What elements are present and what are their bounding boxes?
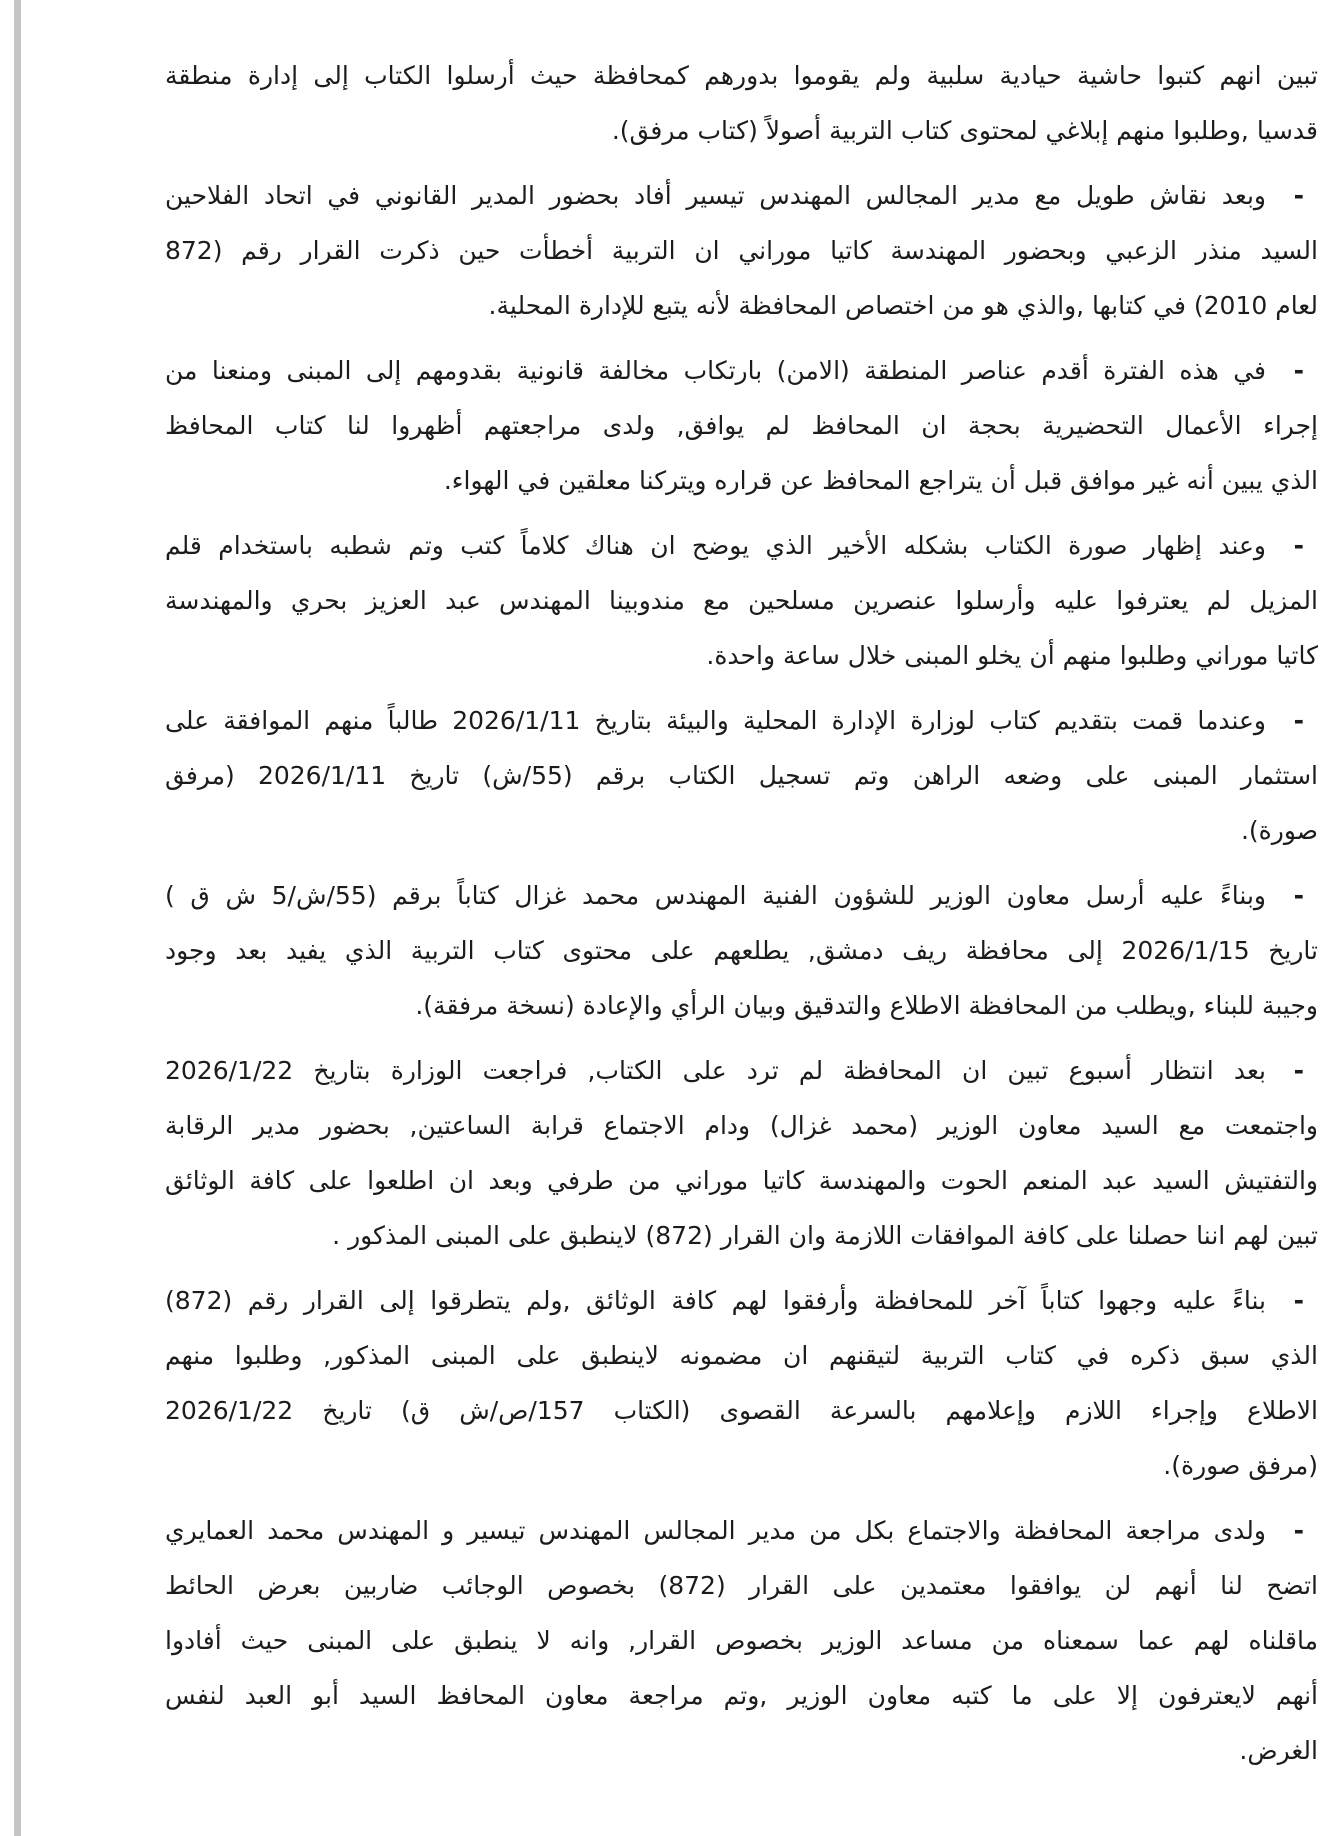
text-line: المزيل لم يعترفوا عليه وأرسلوا عنصرين مسلحين مع مندوبينا المهندس عبد العزيز بحري والمهندسة xyxy=(165,586,1318,615)
bullet-dash-marker: - xyxy=(1293,1286,1304,1315)
text-line: الذي سبق ذكره في كتاب التربية لتيقنهم ان مضمونه لاينطبق على المبنى المذكور, وطلبوا منهم xyxy=(165,1341,1318,1370)
text-line: واجتمعت مع السيد معاون الوزير (محمد غزال) ودام الاجتماع قرابة الساعتين, بحضور مدير الرقابة xyxy=(165,1111,1318,1140)
list-item xyxy=(165,693,1318,858)
text-line: في هذه الفترة أقدم عناصر المنطقة (الامن) بارتكاب مخالفة قانونية بقدومهم إلى المبنى ومنعنا من xyxy=(165,356,1266,385)
text-line: السيد منذر الزعبي وبحضور المهندسة كاتيا موراني ان التربية أخطأت حين ذكرت القرار رقم (872 xyxy=(165,236,1318,265)
text-line: الذي يبين أنه غير موافق قبل أن يتراجع المحافظ عن قراره ويتركنا معلقين في الهواء. xyxy=(443,466,1318,495)
list-item xyxy=(165,1503,1318,1778)
text-line: تاريخ 2026/1/15 إلى محافظة ريف دمشق, يطلعهم على محتوى كتاب التربية الذي يفيد بعد وجود xyxy=(165,936,1318,965)
text-line: كاتيا موراني وطلبوا منهم أن يخلو المبنى خلال ساعة واحدة. xyxy=(706,641,1318,670)
text-line: ولدى مراجعة المحافظة والاجتماع بكل من مدير المجالس المهندس تيسير و المهندس محمد العمايري xyxy=(165,1516,1266,1545)
bullet-dash-marker: - xyxy=(1293,531,1304,560)
text-line: قدسيا ,وطلبوا منهم إبلاغي لمحتوى كتاب التربية أصولاً (كتاب مرفق). xyxy=(611,116,1318,145)
text-line: الغرض. xyxy=(1239,1736,1318,1765)
list-item xyxy=(165,868,1318,1033)
text-line: بناءً عليه وجهوا كتاباً آخر للمحافظة وأرفقوا لهم كافة الوثائق ,ولم يتطرقوا إلى القرار رقم (872) xyxy=(165,1286,1266,1315)
text-line: إجراء الأعمال التحضيرية بحجة ان المحافظ لم يوافق, ولدى مراجعتهم أظهروا لنا كتاب المحافظ xyxy=(165,411,1318,440)
text-line: وعندما قمت بتقديم كتاب لوزارة الإدارة المحلية والبيئة بتاريخ 2026/1/11 طالباً منهم الموافقة على xyxy=(165,706,1266,735)
text-line: وبناءً عليه أرسل معاون الوزير للشؤون الفنية المهندس محمد غزال كتاباً برقم (55/ش/5 ش ق ) xyxy=(165,881,1266,910)
list-item xyxy=(165,1043,1318,1263)
text-line: أنهم لايعترفون إلا على ما كتبه معاون الوزير ,وتم مراجعة معاون المحافظ السيد أبو العبد لنفس xyxy=(165,1681,1318,1710)
list-item xyxy=(165,343,1318,508)
text-line: الاطلاع وإجراء اللازم وإعلامهم بالسرعة القصوى (الكتاب 157/ص/ش ق) تاريخ 2026/1/22 xyxy=(165,1396,1318,1425)
bullet-dash-marker: - xyxy=(1293,1056,1304,1085)
document-text-block xyxy=(165,48,1318,1788)
scan-edge-line xyxy=(14,0,21,1836)
list-item xyxy=(165,518,1318,683)
text-line: صورة). xyxy=(1240,816,1318,845)
bullet-dash-marker: - xyxy=(1293,181,1304,210)
text-line: وجيبة للبناء ,ويطلب من المحافظة الاطلاع والتدقيق وبيان الرأي والإعادة (نسخة مرفقة). xyxy=(415,991,1318,1020)
text-line: وبعد نقاش طويل مع مدير المجالس المهندس تيسير أفاد بحضور المدير القانوني في اتحاد الفلاحين xyxy=(165,181,1266,210)
text-line: تبين لهم اننا حصلنا على كافة الموافقات اللازمة وان القرار (872) لاينطبق على المبنى المذكور . xyxy=(332,1221,1318,1250)
bullet-dash-marker: - xyxy=(1293,881,1304,910)
text-line: استثمار المبنى على وضعه الراهن وتم تسجيل الكتاب برقم (55/ش) تاريخ 2026/1/11 (مرفق xyxy=(165,761,1318,790)
continuation-paragraph xyxy=(165,48,1318,158)
bullet-dash-marker: - xyxy=(1293,356,1304,385)
text-line: تبين انهم كتبوا حاشية حيادية سلبية ولم يقوموا بدورهم كمحافظة حيث أرسلوا الكتاب إلى إدارة منطقة xyxy=(165,61,1318,90)
text-line: ماقلناه لهم عما سمعناه من مساعد الوزير بخصوص القرار, وانه لا ينطبق على المبنى حيث أفادوا xyxy=(165,1626,1318,1655)
text-line: اتضح لنا أنهم لن يوافقوا معتمدين على القرار (872) بخصوص الوجائب ضاربين بعرض الحائط xyxy=(165,1571,1318,1600)
text-line: (مرفق صورة). xyxy=(1163,1451,1318,1480)
bullet-dash-marker: - xyxy=(1293,1516,1304,1545)
text-line: والتفتيش السيد عبد المنعم الحوت والمهندسة كاتيا موراني من طرفي وبعد ان اطلعوا على كافة الوثائق xyxy=(165,1166,1318,1195)
list-item xyxy=(165,1273,1318,1493)
text-line: بعد انتظار أسبوع تبين ان المحافظة لم ترد على الكتاب, فراجعت الوزارة بتاريخ 2026/1/22 xyxy=(165,1056,1266,1085)
bullet-dash-marker: - xyxy=(1293,706,1304,735)
list-item xyxy=(165,168,1318,333)
text-line: وعند إظهار صورة الكتاب بشكله الأخير الذي يوضح ان هناك كلاماً كتب وتم شطبه باستخدام قلم xyxy=(165,531,1266,560)
text-line: لعام 2010) في كتابها ,والذي هو من اختصاص المحافظة لأنه يتبع للإدارة المحلية. xyxy=(488,291,1318,320)
